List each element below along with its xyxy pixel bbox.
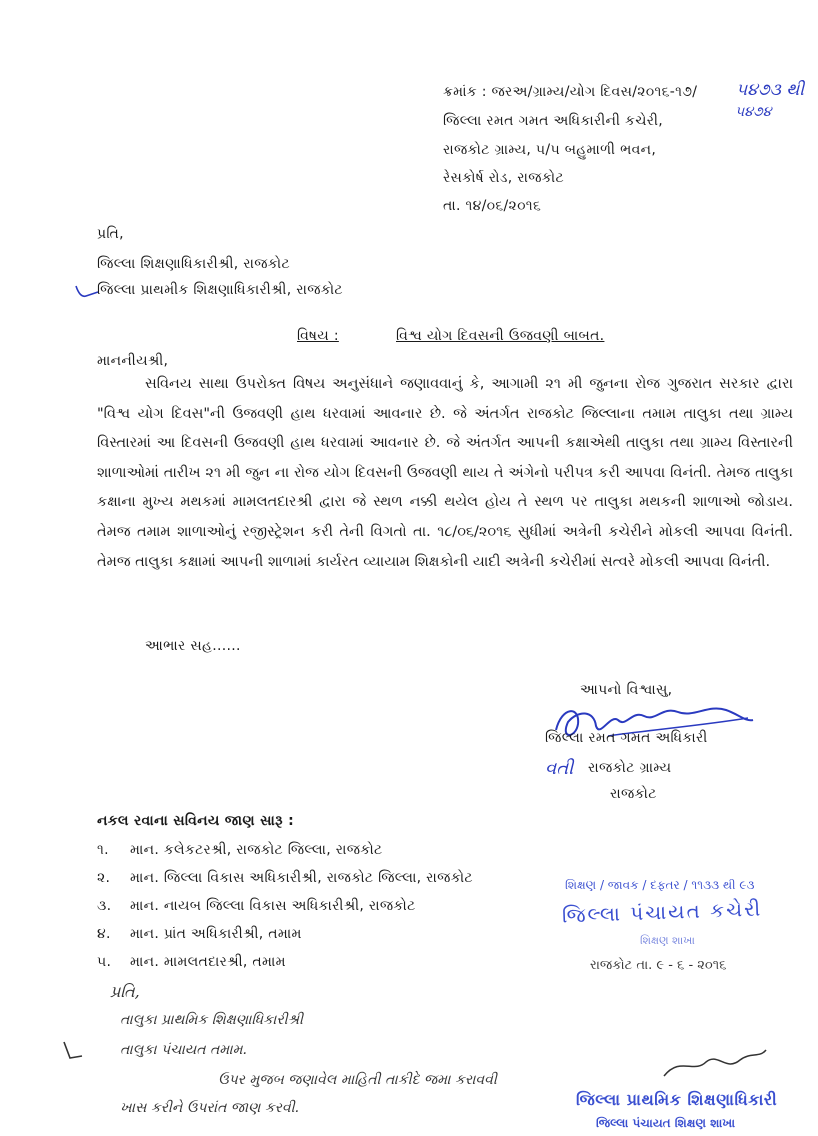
- received-stamp-line3: શિક્ષણ શાખા: [640, 934, 695, 947]
- closing: આપનો વિશ્વાસુ,: [580, 682, 673, 698]
- subject-text: વિશ્વ યોગ દિવસની ઉજવણી બાબત.: [396, 328, 605, 344]
- signatory-designation: જિલ્લા રમત ગમત અધિકારી: [545, 730, 708, 746]
- office-address-1: રાજકોટ ગ્રામ્ય, ૫/૫ બહુમાળી ભવન,: [443, 142, 657, 158]
- copy-item-text: માન. નાયબ જિલ્લા વિકાસ અધિકારીશ્રી, રાજકોટ: [130, 898, 416, 914]
- copy-item-text: માન. મામલતદારશ્રી, તમામ: [130, 954, 286, 970]
- to-label: પ્રતિ,: [97, 226, 124, 242]
- signatory-city: રાજકોટ: [610, 786, 657, 802]
- copies-heading: નકલ રવાના સવિનય જાણ સારૂ :: [97, 813, 294, 829]
- handwritten-note-line3: તાલુકા પંચાયત તમામ.: [120, 1042, 247, 1058]
- handwritten-note-line1: પ્રતિ,: [110, 982, 140, 1001]
- received-stamp-line4: રાજકોટ તા. ૯ - ૬ - ૨૦૧૬: [590, 958, 727, 973]
- copy-item-text: માન. જિલ્લા વિકાસ અધિકારીશ્રી, રાજકોટ જિલ્લા, રાજકોટ: [130, 870, 473, 886]
- copy-item-text: માન. કલેકટરશ્રી, રાજકોટ જિલ્લા, રાજકોટ: [130, 842, 383, 858]
- received-stamp-line2: જિલ્લા પંચાયત કચેરી: [561, 896, 763, 928]
- signatory-region: રાજકોટ ગ્રામ્ય: [588, 760, 672, 776]
- officer-stamp-line2: જિલ્લા પંચાયત શિક્ષણ શાખા: [596, 1116, 736, 1130]
- thanks-line: આભાર સહ......: [145, 638, 241, 654]
- copy-item-number: ૧.: [97, 842, 109, 858]
- copy-item-number: ૫.: [97, 954, 112, 970]
- recipient-2: જિલ્લા પ્રાથમીક શિક્ષણાધિકારીશ્રી, રાજકોટ: [97, 282, 343, 298]
- handwritten-ref-number: ૫૪૭૩ થી: [736, 80, 805, 100]
- copy-item-number: ૩.: [97, 898, 112, 914]
- handwritten-note-line2: તાલુકા પ્રાથમિક શિક્ષણાધિકારીશ્રી: [120, 1012, 303, 1028]
- office-address-2: રેસકોર્ષ રોડ, રાજકોટ: [443, 170, 564, 186]
- office-name: જિલ્લા રમત ગમત અધિકારીની કચેરી,: [443, 113, 663, 129]
- handwritten-note-line5: ખાસ કરીને ઉપરાંત જાણ કરવી.: [120, 1100, 300, 1116]
- copy-item-number: ૨.: [97, 870, 111, 886]
- officer-stamp-line1: જિલ્લા પ્રાથમિક શિક્ષણાધિકારી: [576, 1090, 778, 1109]
- note-signature-scrawl: [660, 1046, 770, 1086]
- received-stamp-line1: શિક્ષણ / જાવક / દફતર / ૧૧૩૩ થી ૯૩: [565, 878, 755, 892]
- handwritten-note-line4: ઉપર મુજબ જણાવેલ માહિતી તાકીદે જમા કરાવવી: [218, 1072, 497, 1088]
- body-paragraph: સવિનય સાથા ઉપરોક્ત વિષય અનુસંધાને જણાવવાનું કે, આગામી ૨૧ મી જુનના રોજ ગુજરાત સરકાર દ્વારા "વિશ્વ યોગ દિવસ"ની ઉજવણી હાથ ધરવામાં આવનાર છે. જે અંતર્ગત રાજકોટ જિલ્લાના તમામ તાલુકા તથા ગ્રામ્ય વિસ્તારમાં આ દિવસની ઉજવણી હાથ ધરવામાં આવનાર છે. જે અંતર્ગત આપની કક્ષાએથી તાલુકા તથા ગ્રામ્ય વિસ્તારની શાળાઓમાં તારીખ ૨૧ મી જુન ના રોજ યોગ દિવસની ઉજવણી થાય તે અંગેનો પરીપત્ર કરી આપવા વિનંતી. તેમજ તાલુકા કક્ષાના મુખ્ય મથકમાં મામલતદારશ્રી દ્વારા જે સ્થળ નક્કી થયેલ હોય તે સ્થળ પર તાલુકા મથકની શાળાઓ જોડાય. તેમજ તમામ શાળાઓનું રજીસ્ટ્રેશન કરી તેની વિગતો તા. ૧૮/૦૬/૨૦૧૬ સુધીમાં અત્રેની કચેરીને મોકલી આપવા વિનંતી. તેમજ તાલુકા કક્ષામાં આપની શાળામાં કાર્યરત વ્યાયામ શિક્ષકોની યાદી અત્રેની કચેરીમાં સત્વરે મોકલી આપવા વિનંતી.: [97, 376, 793, 570]
- copy-item-number: ૪.: [97, 926, 111, 942]
- letter-date: તા. ૧૪/૦૬/૨૦૧૬: [443, 198, 542, 214]
- subject-label: વિષય :: [297, 328, 339, 344]
- on-behalf-mark: વતી: [545, 758, 574, 779]
- note-tick-mark: [62, 1040, 84, 1062]
- reference-number: ક્રમાંક : જરઅ/ગ્રામ્ય/યોગ દિવસ/૨૦૧૬-૧૭/: [443, 84, 698, 100]
- salutation: માનનીયશ્રી,: [97, 353, 169, 369]
- handwritten-ref-number-2: ૫૪૭૪: [735, 104, 772, 120]
- copy-item-text: માન. પ્રાંત અધિકારીશ્રી, તમામ: [130, 926, 302, 942]
- recipient-1: જિલ્લા શિક્ષણાધિકારીશ્રી, રાજકોટ: [97, 256, 290, 272]
